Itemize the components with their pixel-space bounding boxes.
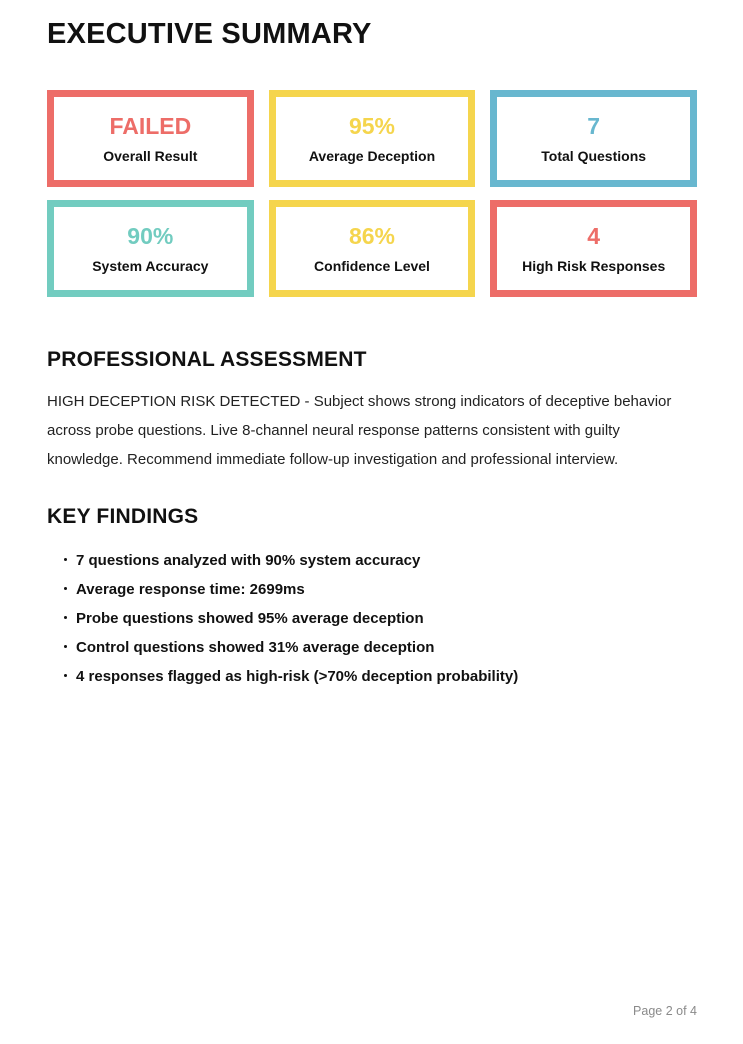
stat-value: 90%	[127, 222, 174, 249]
stat-label: System Accuracy	[92, 257, 209, 274]
assessment-heading: PROFESSIONAL ASSESSMENT	[47, 348, 367, 371]
finding-text: 7 questions analyzed with 90% system accuracy	[76, 552, 421, 569]
stat-card-high-risk-responses	[490, 200, 697, 297]
stat-value: 95%	[348, 112, 396, 139]
stat-card-overall-result	[47, 90, 254, 187]
stat-label: Average Deception	[308, 147, 436, 164]
stat-label: Confidence Level	[314, 257, 430, 274]
stat-card-system-accuracy	[47, 200, 254, 297]
page-number: Page 2 of 4	[633, 1004, 697, 1018]
stat-label: Total Questions	[541, 147, 647, 164]
stat-card-confidence-level	[269, 200, 476, 297]
finding-text: Control questions showed 31% average deception	[76, 639, 435, 656]
list-item	[64, 662, 697, 691]
stat-label: Overall Result	[103, 147, 198, 164]
bullet-dot	[64, 587, 67, 590]
stat-value: 4	[587, 222, 601, 249]
stat-card-total-questions	[490, 90, 697, 187]
list-item	[64, 546, 697, 575]
findings-heading: KEY FINDINGS	[47, 505, 199, 528]
list-item	[64, 604, 697, 633]
stat-value: FAILED	[109, 112, 192, 139]
bullet-dot	[64, 674, 67, 677]
stat-card-average-deception	[269, 90, 476, 187]
finding-text: Probe questions showed 95% average deception	[76, 610, 424, 627]
stat-label: High Risk Responses	[522, 257, 666, 274]
bullet-dot	[64, 616, 67, 619]
bullet-dot	[64, 558, 67, 561]
stat-value: 86%	[348, 222, 396, 249]
list-item	[64, 575, 697, 604]
finding-text: 4 responses flagged as high-risk (>70% deception probability)	[76, 668, 519, 685]
finding-text: Average response time: 2699ms	[76, 581, 305, 598]
list-item	[64, 633, 697, 662]
stat-value: 7	[587, 112, 601, 139]
assessment-body: HIGH DECEPTION RISK DETECTED - Subject shows strong indicators of deceptive behavior across probe questions. Live 8-channel neural response patterns consistent with guilty knowledge. Recommend immediate follow-up investigation and professional interview.	[47, 393, 672, 468]
page-title: EXECUTIVE SUMMARY	[47, 18, 372, 50]
bullet-dot	[64, 645, 67, 648]
findings-list	[47, 546, 697, 691]
stats-grid	[47, 90, 697, 297]
